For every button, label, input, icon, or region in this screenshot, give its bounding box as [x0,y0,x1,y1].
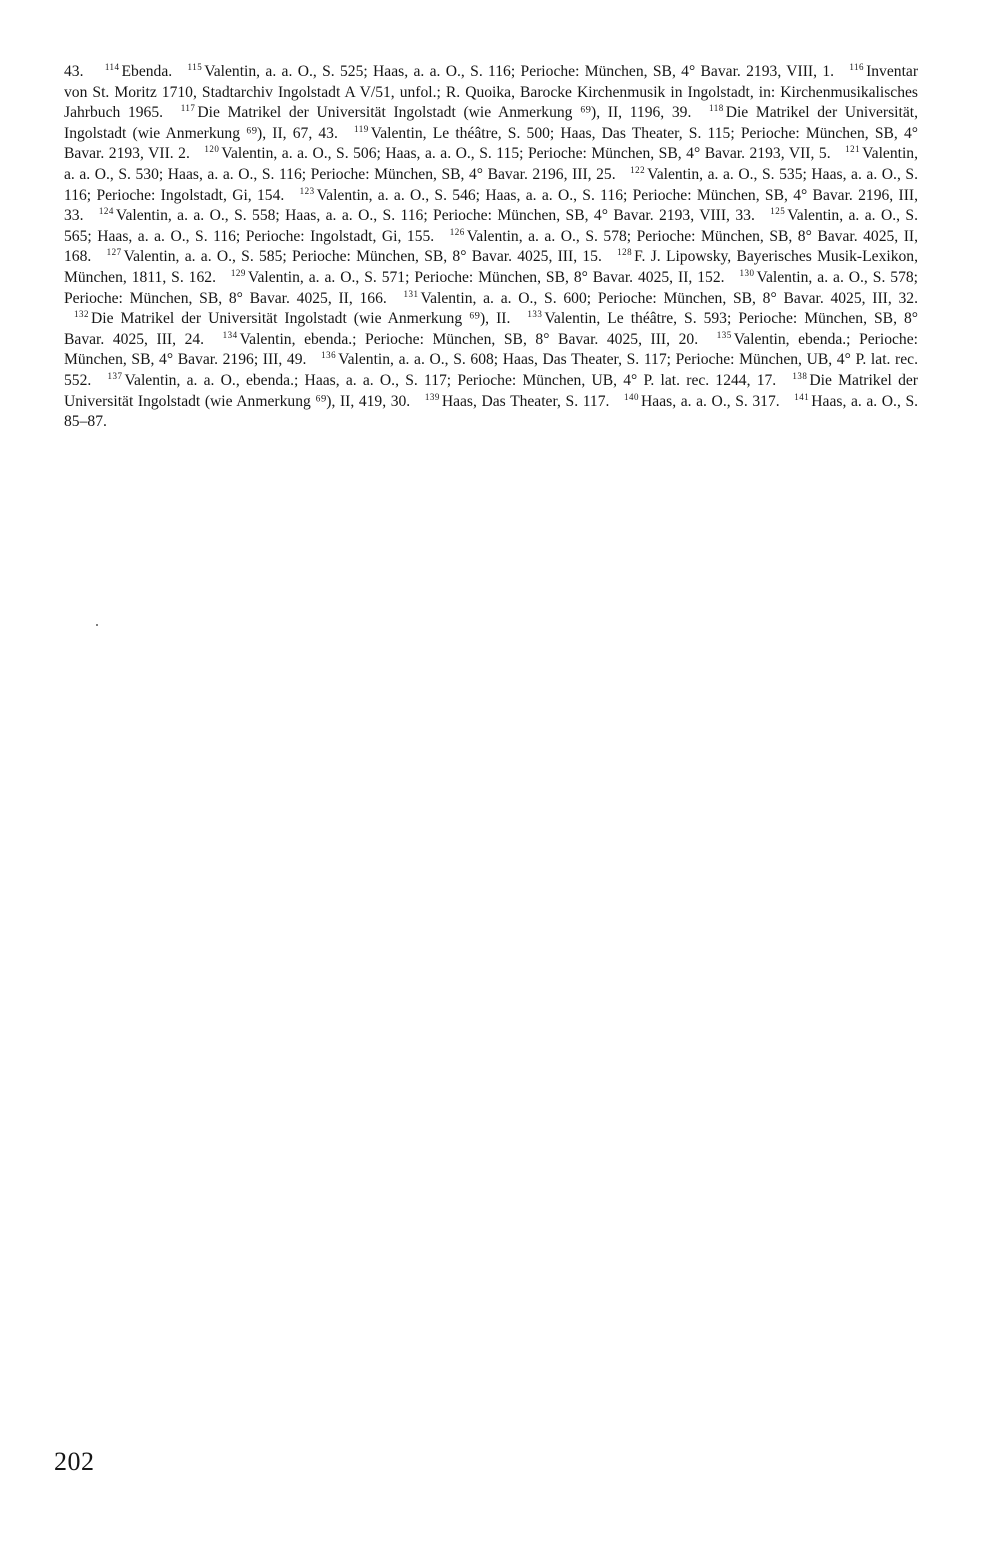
endnote-text: Valentin, a. a. O., S. 600; Perioche: München, SB, 8° Bavar. 4025, III, 32. [420,289,918,307]
endnote [415,393,610,410]
endnote-number: 133 [527,309,543,320]
endnote [89,207,755,224]
endnote-number: 132 [74,309,89,320]
endnote-number: 118 [709,103,724,114]
scan-speck [96,624,98,626]
endnote-number: 124 [98,206,114,217]
endnote-number: 117 [180,103,196,114]
endnote-text: Valentin, a. a. O., S. 565; Haas, a. a. O., S. 116; Perioche: Ingolstadt, Gi, 155. [64,207,918,245]
endnote-number: 116 [849,62,865,72]
endnote-text: Die Matrikel der Universität Ingolstadt (wie Anmerkung ⁶⁹), II. [91,310,511,328]
endnote-text: Die Matrikel der Universität, Ingolstadt (wie Anmerkung ⁶⁹), II, 67, 43. [64,104,918,142]
endnote-number: 140 [624,391,640,402]
endnote-number: 115 [187,62,203,72]
endnote-number: 141 [794,391,810,402]
endnote-number: 129 [230,267,246,278]
endnote-number: 137 [107,370,123,381]
endnote-number: 122 [630,164,646,175]
endnote [213,331,698,348]
endnote-number: 134 [222,329,238,340]
endnote-number: 139 [424,391,440,402]
endnote [98,372,777,389]
endnote [95,63,172,80]
endnote-text: Valentin, Le théâtre, S. 593; Perioche: München, SB, 8° Bavar. 4025, III, 24. [64,310,919,348]
endnote-text: Ebenda. [121,63,173,80]
endnote-number: 127 [106,247,122,258]
endnote-text: Haas, Das Theater, S. 117. [441,392,610,410]
endnote-number: 131 [403,288,419,299]
endnote-number: 120 [204,144,220,155]
endnote [194,145,830,162]
endnote-text: Valentin, a. a. O., S. 558; Haas, a. a. O., S. 116; Perioche: München, SB, 4° Bavar. 2193, VIII, 33. [115,207,755,225]
endnote-text: Valentin, a. a. O., S. 506; Haas, a. a. O., S. 115; Perioche: München, SB, 4° Bavar. 2193, VII, 5. [221,145,831,163]
page-number: 202 [54,1447,95,1476]
endnote-number: 126 [449,226,465,237]
endnote-text: Valentin, a. a. O., ebenda.; Haas, a. a. O., S. 117; Perioche: München, UB, 4° P. lat. rec. 1244, 17. [124,371,777,389]
endnote [394,290,918,307]
endnote-text: Valentin, a. a. O., S. 578; Perioche: München, SB, 8° Bavar. 4025, II, 166. [64,268,918,307]
endnote-text: Valentin, Le théâtre, S. 500; Haas, Das Theater, S. 115; Perioche: München, SB, 4° Bavar. 2193, VII. 2. [64,124,918,163]
endnote-number: 119 [354,123,369,134]
endnote-text: Haas, a. a. O., S. 317. [641,392,780,410]
endnote [171,104,692,121]
endnote [97,248,602,265]
endnote-text: Valentin, a. a. O., S. 546; Haas, a. a. O., S. 116; Perioche: München, SB, 4° Bavar. 2196, III, 33. [64,186,918,225]
endnote-number: 130 [739,267,755,278]
endnote [614,393,780,410]
endnote-text: Valentin, ebenda.; Perioche: München, SB, 4° Bavar. 2196; III, 49. [64,330,918,369]
endnote-number: 114 [104,62,120,72]
endnote-number: 128 [617,247,633,258]
endnote-number: 135 [716,329,732,340]
endnote-number: 123 [299,185,315,196]
endnote-number: 136 [321,350,337,361]
endnote [221,269,725,286]
endnotes-block [64,62,918,433]
endnote-number: 125 [770,206,786,217]
endnote [178,63,835,80]
endnote-text: Valentin, a. a. O., S. 578; Perioche: München, SB, 8° Bavar. 4025, II, 168. [64,227,918,266]
endnote-text: Valentin, a. a. O., S. 608; Haas, Das Theater, S. 117; Perioche: München, UB, 4° P. lat. rec. 552. [64,351,918,389]
endnote-text: Valentin, a. a. O., S. 571; Perioche: München, SB, 8° Bavar. 4025, II, 152. [247,268,725,286]
endnote-text: Haas, a. a. O., S. 85–87. [64,392,919,431]
endnote-text: Inventar von St. Moritz 1710, Stadtarchiv Ingolstadt A V/51, unfol.; R. Quoika, Barocke Kirchenmusik in Ingolstadt, in: Kirchenmusikalisches Jahrbuch 1965. [64,63,919,122]
endnote-text: Valentin, a. a. O., S. 525; Haas, a. a. O., S. 116; Perioche: München, SB, 4° Bavar. 2193, VIII, 1. [204,63,835,80]
endnote-number: 138 [792,370,808,381]
endnote-text: Die Matrikel der Universität Ingolstadt (wie Anmerkung ⁶⁹), II, 1196, 39. [197,104,692,122]
endnote-number: 121 [845,144,861,155]
endnote [64,310,510,327]
continued-note-number: 43. [64,63,84,80]
endnote-text: F. J. Lipowsky, Bayerisches Musik-Lexikon, München, 1811, S. 162. [64,248,918,286]
endnote-text: Valentin, ebenda.; Perioche: München, SB, 8° Bavar. 4025, III, 20. [239,330,699,348]
endnote-text: Die Matrikel der Universität Ingolstadt (wie Anmerkung ⁶⁹), II, 419, 30. [64,371,918,410]
endnote-text: Valentin, a. a. O., S. 530; Haas, a. a. O., S. 116; Perioche: München, SB, 4° Bavar. 2196, III, 25. [64,145,918,183]
endnote-text: Valentin, a. a. O., S. 585; Perioche: München, SB, 8° Bavar. 4025, III, 15. [123,248,602,266]
endnote-text: Valentin, a. a. O., S. 535; Haas, a. a. O., S. 116; Perioche: Ingolstadt, Gi, 154. [64,165,918,204]
